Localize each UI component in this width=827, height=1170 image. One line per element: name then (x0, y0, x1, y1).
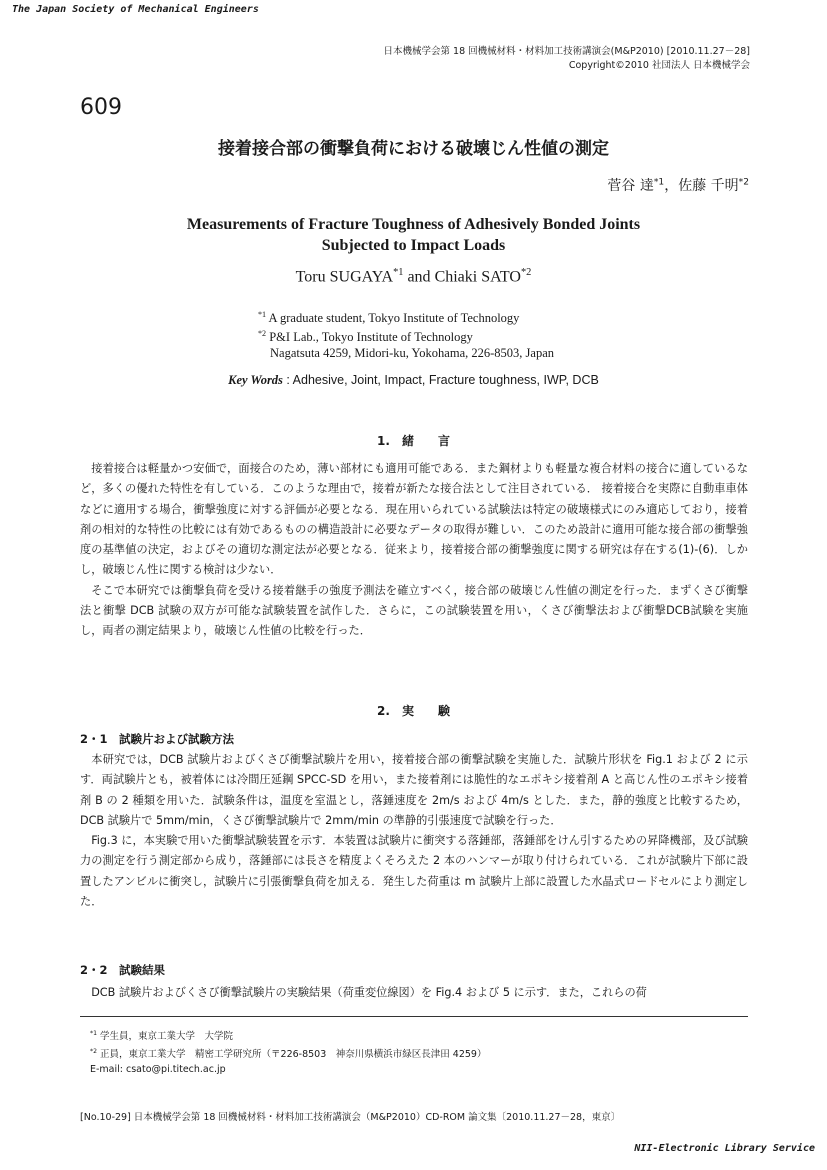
affiliation-text: P&I Lab., Tokyo Institute of Technology (266, 330, 473, 345)
author-separator: ， (664, 178, 679, 194)
author-name: Chiaki SATO (434, 268, 521, 286)
copyright-line: Copyright©2010 社団法人 日本機械学会 (568, 60, 750, 71)
footnote-text: 正員，東京工業大学 精密工学研究所（〒226-8503 神奈川県横浜市緑区長津田 4259） (97, 1049, 487, 1061)
footnote-mark: *2 (90, 1048, 97, 1056)
footnote-text: 学生員，東京工業大学 大学院 (97, 1031, 234, 1043)
affiliation-mark: *1 (258, 310, 267, 319)
title-line: Subjected to Impact Loads (321, 237, 506, 254)
paragraph: DCB 試験片およびくさび衝撃試験片の実験結果（荷重変位線図）を Fig.4 および 5 に示す．また，これらの荷 (91, 986, 647, 999)
paragraph: 接着接合は軽量かつ安価で，面接合のため，薄い部材にも適用可能である．また鋼材よりも軽量な複合材料の接合に適しているなど，多くの優れた特性を有している．このような理由で，接着が新たな接合法として注目されている． 接着接合を実際に自動車車体などに適用する場合，衝撃強度に対する評価が必要となる．現在用いられている試験法は特定の破壊様式にのみ適応しており，接着剤の相対的な特性の比較には有効であるものの構造設計に必要なデータの取得が難しい．このため設計に適用可能な接合部の衝撃強度の基準値の決定，およびその適切な測定法が必要となる．従来より，接着接合部の衝撃強度に関する研究は存在する(1)-(6)．しかし，破壊じん性に関する検討は少ない． (80, 462, 748, 577)
author-name: Toru SUGAYA (295, 268, 394, 286)
affiliation-line (258, 326, 554, 345)
section-results-body (80, 983, 748, 1003)
authors-english (0, 267, 827, 286)
authors-japanese (607, 175, 749, 195)
affiliation-text: A graduate student, Tokyo Institute of Technology (266, 311, 520, 326)
author-mark: *2 (738, 177, 749, 188)
affiliations (258, 307, 554, 361)
keywords-label: Key Words (228, 373, 283, 387)
keywords (0, 373, 827, 388)
affiliation-address: Nagatsuta 4259, Midori-ku, Yokohama, 226-8503, Japan (270, 346, 554, 361)
paragraph: そこで本研究では衝撃負荷を受ける接着継手の強度予測法を確立すべく，接合部の破壊じん性値の測定を行った．まずくさび衝撃法と衝撃 DCB 試験の双方が可能な試験装置を試作した．さらに，この試験装置を用い，くさび衝撃法および衝撃DCB試験を実施し，両者の測定結果より，破壊じん性値の比較を行った． (80, 583, 748, 638)
footnotes (90, 1026, 486, 1077)
author-mark: *2 (520, 267, 532, 278)
paragraph: 本研究では，DCB 試験片およびくさび衝撃試験片を用い，接着接合部の衝撃試験を実施した．試験片形状を Fig.1 および 2 に示す．両試験片とも，被着体には冷間圧延鋼 SPCC-SD を用い，また接着剤には脆性的なエポキシ接着剤 A と高じん性のエポキシ接着剤 B の 2 種類を用いた．試験条件は，温度を室温とし，落錘速度を 2m/s および 4m/s とした．また，静的強度と比較するため，DCB 試験片で 5mm/min，くさび衝撃試験片で 2mm/min の準静的引張速度で試験を行った． (80, 753, 748, 827)
top-banner: The Japan Society of Mechanical Engineers (12, 4, 259, 15)
conference-line: 日本機械学会第 18 回機械材料・材料加工技術講演会(M&P2010) [2010.11.27－28] (383, 46, 750, 57)
conference-header (384, 45, 750, 73)
section-heading-introduction: 1. 緒 言 (377, 434, 450, 448)
subsection-heading-results: 2・2 試験結果 (80, 963, 166, 977)
author-conjunction: and (403, 268, 435, 286)
affiliation-mark: *2 (258, 329, 267, 339)
author-name: 菅谷 達 (607, 178, 654, 194)
author-mark: *1 (653, 177, 665, 188)
footnote-divider (80, 1016, 748, 1017)
keywords-colon: : (282, 373, 293, 387)
title-line: Measurements of Fracture Toughness of Adhesively Bonded Joints (186, 216, 641, 233)
section-introduction-body (80, 459, 748, 642)
affiliation-line (258, 307, 554, 326)
footnote-mark: *1 (90, 1030, 97, 1037)
author-mark: *1 (393, 267, 404, 278)
footnote (90, 1026, 486, 1044)
section-heading-experiment: 2. 実 験 (377, 704, 450, 718)
title-japanese: 接着接合部の衝撃負荷における破壊じん性値の測定 (218, 139, 609, 159)
keywords-list: Adhesive, Joint, Impact, Fracture toughness, IWP, DCB (292, 373, 599, 387)
bottom-banner: NII-Electronic Library Service (634, 1143, 815, 1154)
footnote (90, 1044, 486, 1062)
paper-number: 609 (80, 95, 122, 120)
subsection-heading-specimens: 2・1 試験片および試験方法 (80, 732, 235, 746)
paragraph: Fig.3 に，本実験で用いた衝撃試験装置を示す．本装置は試験片に衝突する落錘部，落錘部をけん引するための昇降機部，及び試験力の測定を行う測定部から成り，落錘部には長さを精度よくそろえた 2 本のハンマーが取り付けられている．これが試験片下部に設置したアンビルに衝突し，試験片に引張衝撃負荷を加える．発生した荷重は m 試験片上部に設置した水晶式ロードセルにより測定した． (80, 834, 748, 909)
title-english (0, 214, 827, 256)
contact-email: E-mail: csato@pi.titech.ac.jp (90, 1064, 226, 1076)
author-name: 佐藤 千明 (678, 178, 739, 194)
proceedings-footer: [No.10-29] 日本機械学会第 18 回機械材料・材料加工技術講演会（M&P2010）CD-ROM 論文集〔2010.11.27－28，東京〕 (80, 1112, 621, 1123)
section-experiment-body (80, 750, 748, 912)
